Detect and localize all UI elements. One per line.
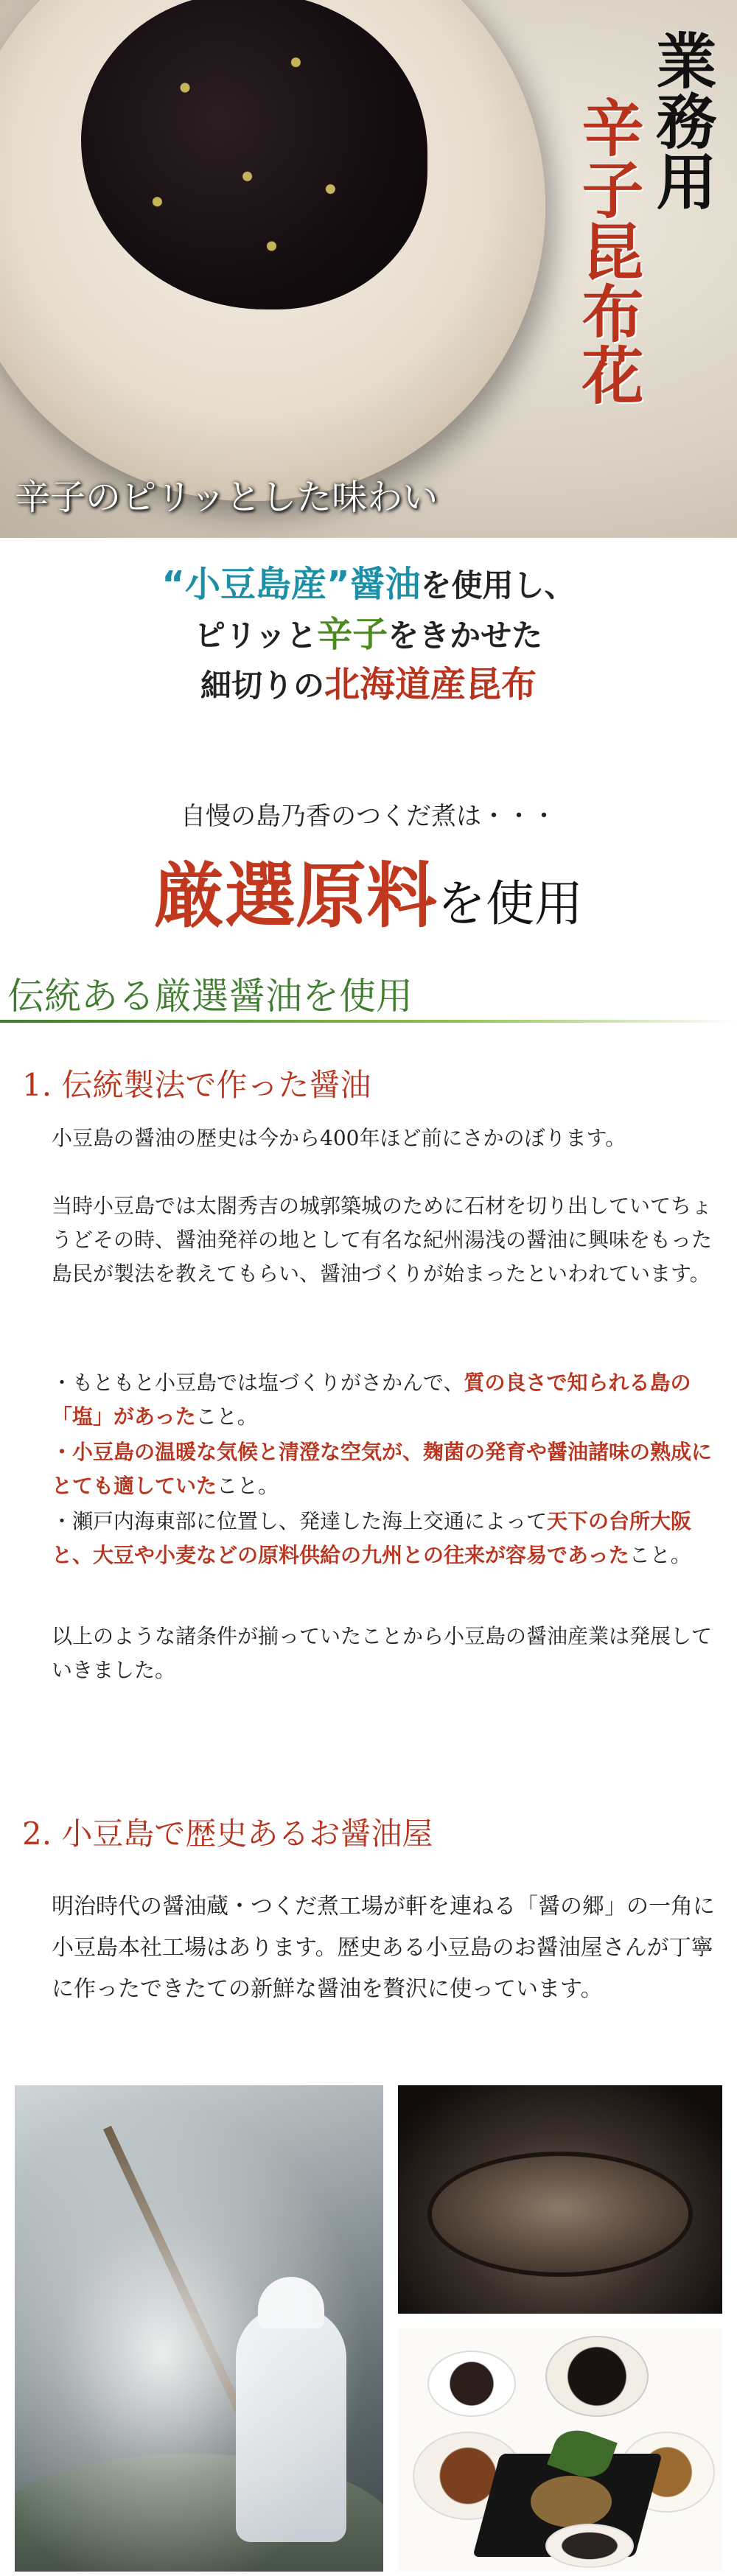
intro-kombu: 北海道産昆布 <box>324 664 537 705</box>
bullet-3-emphasis: 天下の台所大阪と、大豆や小麦などの原料供給の九州との往来が容易であった <box>52 1509 692 1567</box>
intro-origin: “小豆島産” <box>161 564 350 605</box>
section-header <box>0 956 737 1030</box>
bullet-1-text: ・もともと小豆島では塩づくりがさかんで、 <box>52 1371 464 1395</box>
hero-image <box>0 0 737 538</box>
bullet-3 <box>52 1505 715 1572</box>
intro-mustard: 辛子 <box>317 614 388 655</box>
hero-title: 業務用 <box>646 29 717 211</box>
subsection-1-p1: 小豆島の醤油の歴史は今から400年ほど前にさかのぼります。 <box>52 1126 626 1150</box>
product-name: 辛子昆布花 <box>572 96 645 405</box>
subsection-1-p2: 当時小豆島では太閤秀吉の城郭築城のために石材を切り出していてちょうどその時、醤油発祥の地として有名な紀州湯浅の醤油に興味をもった島民が製法を教えてもらい、醤油づくりが始まったといわれています。 <box>52 1194 713 1286</box>
bullet-1 <box>52 1366 715 1434</box>
dish <box>427 2351 516 2417</box>
intro-text: を使用し、 <box>420 567 576 603</box>
subsection-2-title: 2. 小豆島で歴史あるお醤油屋 <box>22 1816 433 1852</box>
intro-block <box>0 560 737 710</box>
bullet-1-emphasis: 質の良さで知られる島の「塩」があった <box>52 1371 691 1429</box>
plate-food <box>531 2476 612 2527</box>
intro-line-2 <box>0 610 737 660</box>
dish <box>545 2524 634 2568</box>
dish <box>545 2336 649 2417</box>
intro-line-3 <box>0 660 737 710</box>
strict-text: を使用 <box>437 875 583 932</box>
bullet-2-emphasis: ・小豆島の温暖な気候と清澄な空気が、麹菌の発育や醤油諸味の熟成にとても適していた <box>52 1440 713 1498</box>
strict-emphasis: 厳選原料 <box>154 855 437 937</box>
intro-text: 細切りの <box>200 668 324 704</box>
hero-catchphrase: 辛子のピリッとした味わい <box>15 477 439 518</box>
intro-text: をきかせた <box>388 617 543 654</box>
bullet-1-suffix: こと。 <box>195 1404 258 1429</box>
bullet-2 <box>52 1435 715 1503</box>
subsection-1-p3: 以上のような諸条件が揃っていたことから小豆島の醤油産業は発展していきました。 <box>52 1624 713 1682</box>
section-title: 伝統ある厳選醤油を使用 <box>7 975 413 1018</box>
intro-line-1 <box>0 560 737 610</box>
subsection-2-p1: 明治時代の醤油蔵・つくだ煮工場が軒を連ねる「醤の郷」の一角に小豆島本社工場はあります。歴史ある小豆島のお醤油屋さんが丁寧に作ったできたての新鮮な醤油を贅沢に使っています。 <box>52 1894 715 2002</box>
pride-text: 自慢の島乃香のつくだ煮は・・・ <box>181 802 556 831</box>
moromi-barrel <box>427 2152 693 2277</box>
section-underline <box>0 1020 737 1023</box>
intro-text: ピリッと <box>194 617 318 654</box>
tsukudani-dishes-photo <box>398 2328 722 2572</box>
soy-moromi-photo <box>398 2085 722 2314</box>
bullet-2-suffix: こと。 <box>217 1474 279 1498</box>
intro-soy: 醤油 <box>349 564 421 605</box>
steam-overlay <box>15 2085 383 2572</box>
subsection-1-title: 1. 伝統製法で作った醤油 <box>22 1067 371 1103</box>
soy-brewing-photo <box>15 2085 383 2572</box>
strict-heading <box>0 840 737 941</box>
bullet-3-text: ・瀬戸内海東部に位置し、発達した海上交通によって <box>52 1509 548 1533</box>
bullet-3-suffix: こと。 <box>629 1543 691 1567</box>
